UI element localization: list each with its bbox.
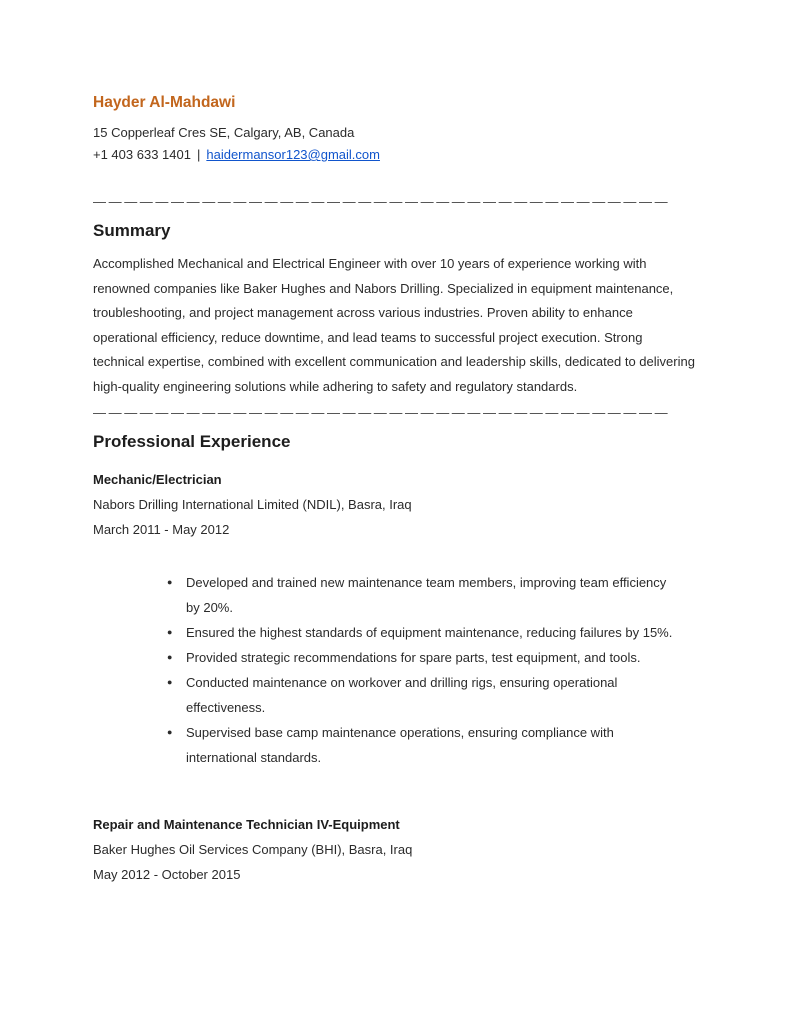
phone-number: +1 403 633 1401 [93,147,191,162]
experience-heading: Professional Experience [93,432,291,451]
job-entry [93,812,696,887]
job-dates: March 2011 - May 2012 [93,522,230,537]
address-line: 15 Copperleaf Cres SE, Calgary, AB, Canada [93,125,355,140]
summary-paragraph: Accomplished Mechanical and Electrical Engineer with over 10 years of experience working with renowned companies like Baker Hughes and Nabors Drilling. Specialized in equipment maintenance, troubleshooting, and project management across various industries. Proven ability to enhance operational efficiency, reduce downtime, and lead teams to successful project execution. Strong technical expertise, combined with excellent communication and leadership skills, dedicated to delivering high-quality engineering solutions while adhering to safety and regulatory standards. [93,256,695,394]
person-name: Hayder Al-Mahdawi [93,94,236,111]
section-divider: ————————————————————————————————————— [93,194,671,209]
bullet-item: ● Supervised base camp maintenance operations, ensuring compliance with international standards. [165,720,680,770]
job-dates: May 2012 - October 2015 [93,867,241,882]
summary-section [93,220,696,399]
summary-heading: Summary [93,221,171,240]
job-company: Baker Hughes Oil Services Company (BHI), Basra, Iraq [93,842,413,857]
email-link[interactable]: haidermansor123@gmail.com [206,147,380,162]
bullet-item: ● Provided strategic recommendations for spare parts, test equipment, and tools. [165,645,680,670]
bullet-item: ● Ensured the highest standards of equipment maintenance, reducing failures by 15%. [165,620,680,645]
job-title: Repair and Maintenance Technician IV-Equipment [93,817,400,832]
job-entry [93,467,696,770]
bullet-item: ● Developed and trained new maintenance team members, improving team efficiency by 20%. [165,570,680,620]
contact-separator: | [196,147,201,162]
section-divider: ————————————————————————————————————— [93,405,671,420]
contact-line [93,144,696,166]
job-company: Nabors Drilling International Limited (NDIL), Basra, Iraq [93,497,412,512]
job-title: Mechanic/Electrician [93,472,222,487]
job-bullet-list [165,570,680,770]
experience-section [93,431,696,887]
resume-header [93,92,696,166]
bullet-item: ● Conducted maintenance on workover and drilling rigs, ensuring operational effectiveness. [165,670,680,720]
